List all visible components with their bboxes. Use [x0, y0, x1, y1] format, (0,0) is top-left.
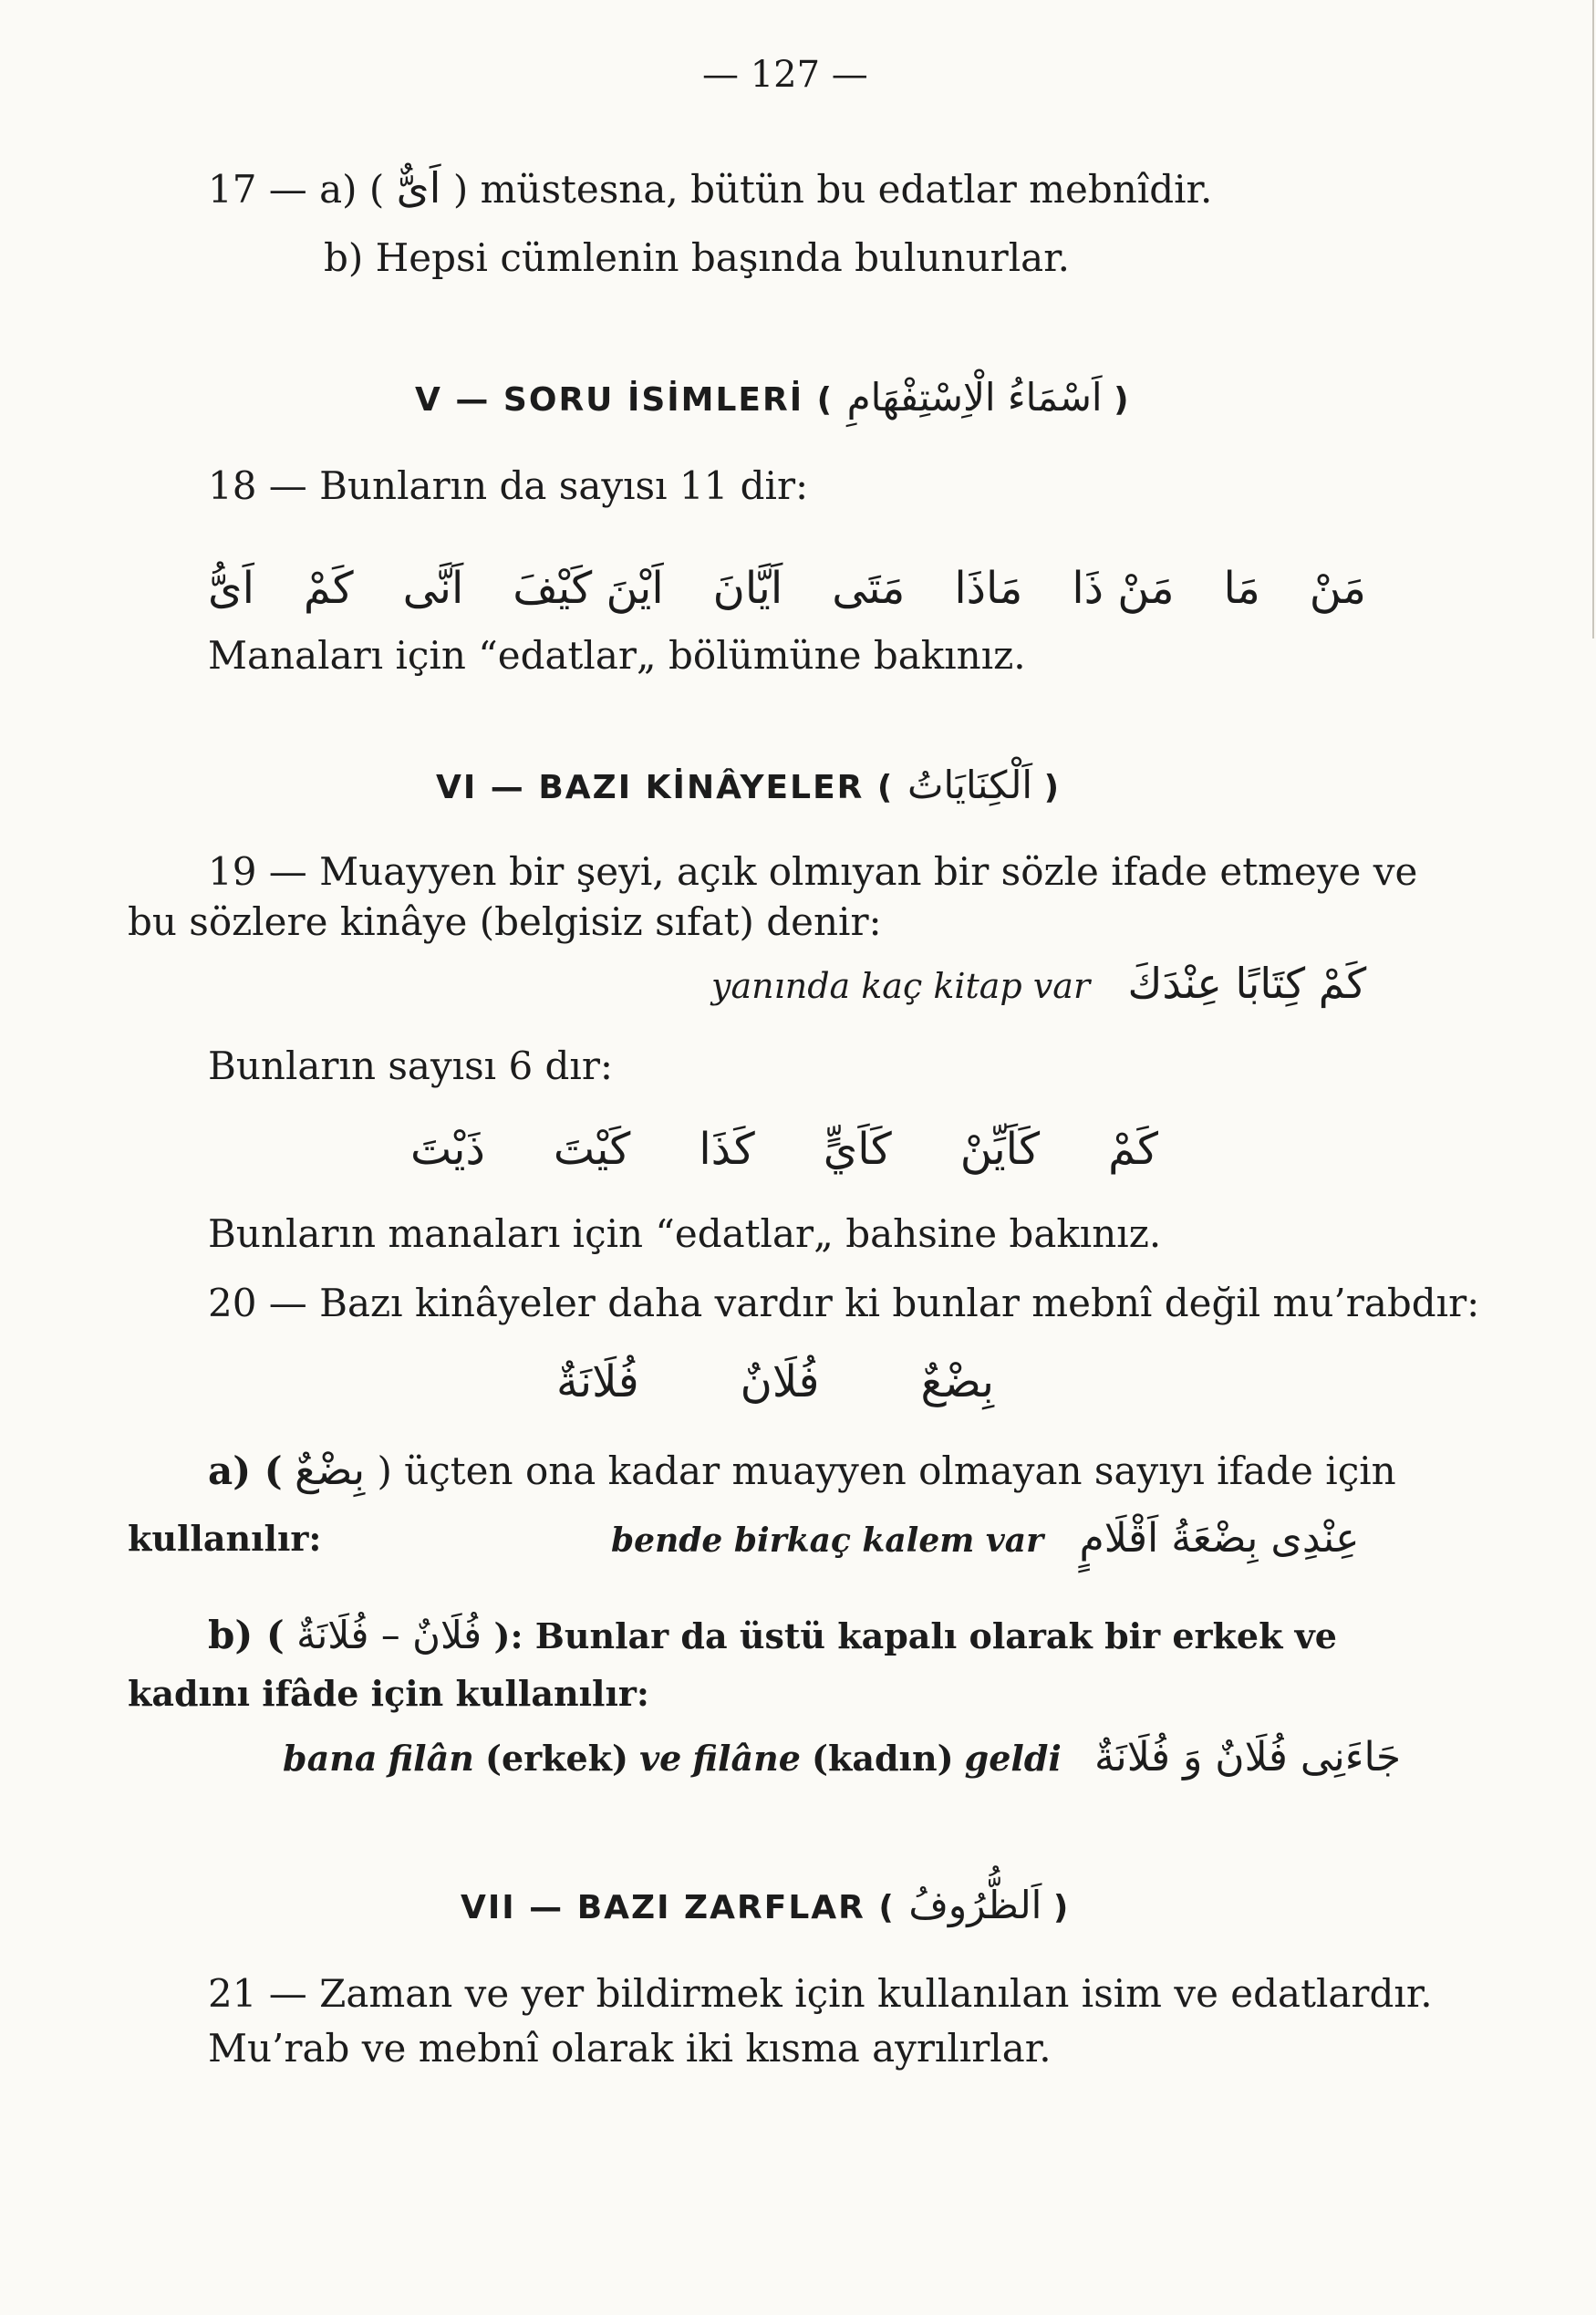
item21-line1: 21 — Zaman ve yer bildirmek için kullanılan isim ve edatlardır.	[208, 1971, 1433, 2016]
item19-example	[711, 959, 1367, 1008]
section7-arabic: اَلظُّرُوفُ	[908, 1883, 1042, 1927]
item20-a-example	[611, 1515, 1360, 1562]
item20-a-arabic: بِضْعٌ	[294, 1445, 366, 1494]
item20-b-line	[208, 1613, 1337, 1657]
page-number: — 127 —	[702, 54, 868, 96]
item19-note: Bunların manaları için “edatlar„ bahsine bakınız.	[208, 1211, 1162, 1256]
item20-a-line2: kullanılır:	[128, 1518, 322, 1559]
example-word: (kadın)	[812, 1738, 954, 1779]
arabic-word: اَيْنَ كَيْفَ	[513, 563, 664, 614]
arabic-word: كَيْتَ	[553, 1124, 631, 1175]
arabic-word: فُلَانَةٌ	[556, 1356, 639, 1407]
item20-b-example-ar: جَاءَنِى فُلَانٌ وَ فُلَانَةٌ	[1093, 1734, 1402, 1780]
arabic-word: مَتَى	[832, 563, 906, 614]
arabic-word: كَاَيٍّ	[823, 1124, 892, 1175]
item20-a-line	[208, 1445, 1396, 1494]
item19-example-tr: yanında kaç kitap var	[711, 966, 1091, 1006]
arabic-word: ذَيْتَ	[410, 1124, 485, 1175]
arabic-word: مَنْ ذَا	[1072, 563, 1175, 614]
arabic-word: مَنْ	[1309, 563, 1366, 614]
example-word: ve	[639, 1738, 682, 1779]
item19-line2: bu sözlere kinâye (belgisiz sıfat) denir:	[128, 899, 882, 944]
item17-a-prefix: 17 — a) (	[208, 167, 385, 212]
item18-note: Manaları için “edatlar„ bölümüne bakınız.	[208, 633, 1026, 678]
item20-a-suffix: ) üçten ona kadar muayyen olmayan sayıyı ifade için	[377, 1448, 1396, 1493]
arabic-word: كَذَا	[699, 1124, 755, 1175]
item17-line-a	[208, 163, 1213, 213]
item19-count: Bunların sayısı 6 dır:	[208, 1043, 614, 1088]
section6-heading	[436, 763, 1062, 807]
item20-b-line2: kadını ifâde için kullanılır:	[128, 1673, 649, 1714]
item17-line-b: b) Hepsi cümlenin başında bulunurlar.	[324, 235, 1071, 280]
section7-heading	[461, 1883, 1071, 1927]
item20-b-suffix: ): Bunlar da üstü kapalı olarak bir erkek ve	[493, 1615, 1337, 1656]
arabic-word: مَاذَا	[954, 563, 1023, 614]
item20-b-example	[283, 1734, 1402, 1780]
example-word: geldi	[964, 1738, 1062, 1779]
arabic-word: فُلَانٌ	[740, 1356, 820, 1407]
item19-line1: 19 — Muayyen bir şeyi, açık olmıyan bir sözle ifade etmeye ve	[208, 849, 1418, 894]
section5-arabic: اَسْمَاءُ الْاِسْتِفْهَامِ	[846, 375, 1103, 420]
arabic-word: كَمْ	[303, 563, 354, 614]
arabic-word: بِضْعٌ	[920, 1356, 994, 1407]
section5-heading	[415, 375, 1131, 420]
section5-title: V — SORU İSİMLERİ (	[415, 381, 834, 419]
arabic-word: كَمْ	[1108, 1124, 1158, 1175]
item17-a-arabic: اَىٌّ	[396, 163, 441, 213]
item20-b-arabic: فُلَانٌ – فُلَانَةٌ	[296, 1613, 482, 1657]
section6-arabic: اَلْكِنَايَاتُ	[907, 763, 1033, 807]
item19-example-ar: كَمْ كِتَابًا عِنْدَكَ	[1127, 959, 1367, 1008]
example-word: filâne	[692, 1738, 801, 1779]
arabic-word: اَيَّانَ	[712, 563, 783, 614]
item19-word-row	[410, 1108, 1158, 1190]
section7-close: )	[1052, 1889, 1071, 1926]
arabic-word: اَنَّى	[402, 563, 464, 614]
item20-a-example-ar: عِنْدِى بِضْعَةُ اَقْلَامٍ	[1079, 1515, 1360, 1562]
item18-word-row	[208, 547, 1366, 629]
arabic-word: مَا	[1223, 563, 1260, 614]
example-word: (erkek)	[484, 1738, 628, 1779]
item20-a-prefix: a) (	[208, 1448, 283, 1493]
section5-close: )	[1114, 381, 1131, 419]
arabic-word: اَىُّ	[208, 563, 254, 614]
item20-a-example-tr: bende birkaç kalem var	[611, 1521, 1044, 1560]
item20-text: 20 — Bazı kinâyeler daha vardır ki bunlar mebnî değil mu’rabdır:	[208, 1281, 1480, 1325]
item18-text: 18 — Bunların da sayısı 11 dir:	[208, 463, 809, 508]
arabic-word: كَاَيِّنْ	[959, 1124, 1041, 1175]
item21-line2: Mu’rab ve mebnî olarak iki kısma ayrılırlar.	[208, 2026, 1052, 2071]
section6-close: )	[1043, 769, 1062, 806]
example-word: filân	[388, 1738, 474, 1779]
item20-word-row	[556, 1341, 994, 1423]
page-edge	[1592, 0, 1594, 638]
item20-b-prefix: b) (	[208, 1613, 285, 1657]
item17-a-suffix: ) müstesna, bütün bu edatlar mebnîdir.	[452, 167, 1213, 212]
section7-title: VII — BAZI ZARFLAR (	[461, 1889, 896, 1926]
example-word: bana	[283, 1738, 378, 1779]
section6-title: VI — BAZI KİNÂYELER (	[436, 769, 895, 806]
